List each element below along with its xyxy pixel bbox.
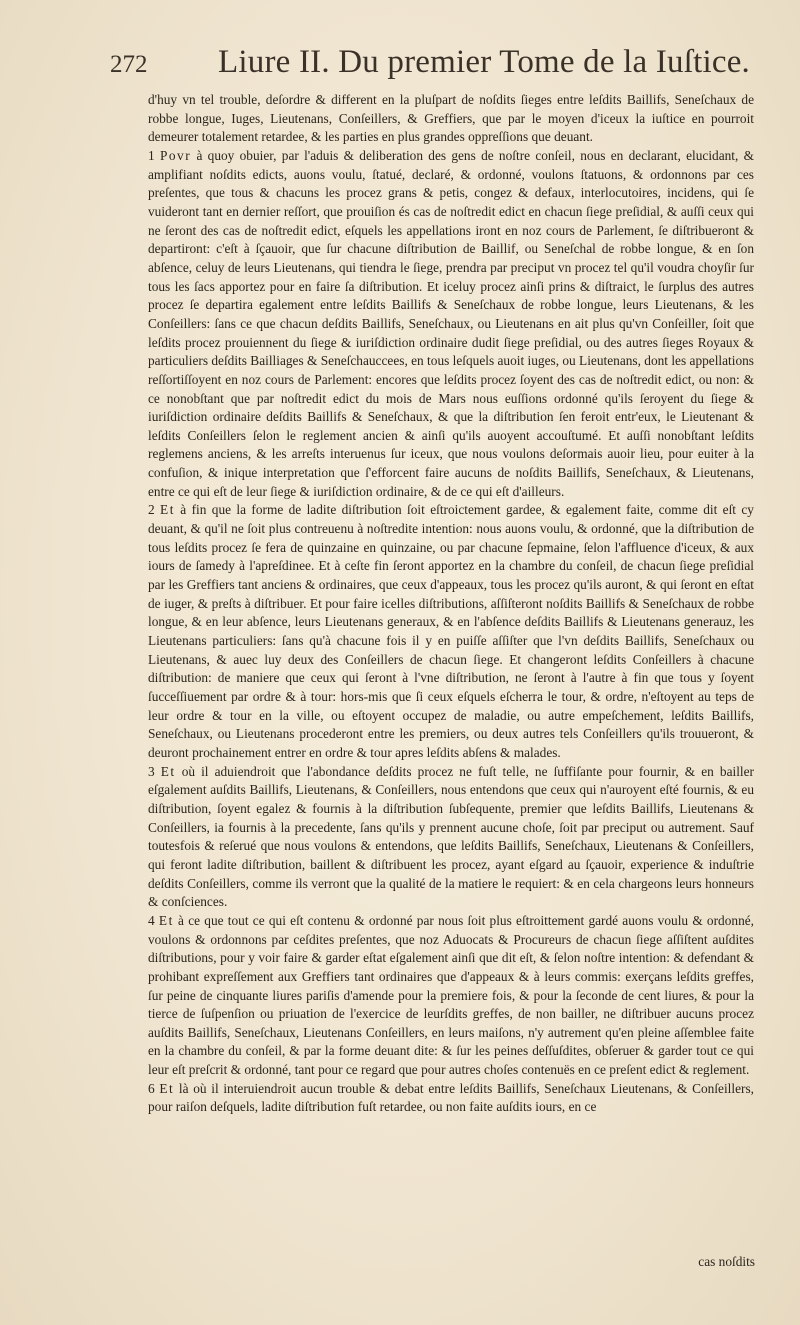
paragraph-text: à ce que tout ce qui eſt contenu & ordonné par nous ſoit plus eſtroittement gardé auons voulu & ordonné, voulons & ordonnons par ceſdites preſentes, que noz Aduocats & Procureurs de chacun ſiege aſſiſtent auſdites diſtributions, pour y voir faire & garder eſtat eſgalement ainſi que dit eſt, & ſelon noſtre intention: & defendant & prohibant expreſſement aux Greffiers tant ordinaires que d'appeaux & à leurs commis: exerçans leſdits greffes, ſur peine de cinquante liures pariſis d'amende pour la premiere fois, & pour la ſeconde de cent liures, & pour la tierce de ſuſpenſion ou priuation de l'exercice de leurſdits greffes, de non bailler, ne diſtribuer aucuns procez auſdits Baillifs, Seneſchaux, Lieutenans Conſeillers, en leurs maiſons, n'y autrement qu'en pleine aſſemblee faite en la chambre du conſeil, & par la forme deuant dite: & ſur les peines deſſuſdites, obſeruer & garder tout ce qui leur eſt preſcrit & ordonné, tant pour ce regard que pour autres choſes contenuës en ce preſent edict & reglement.: [148, 912, 754, 1078]
article-lead-word: Povr: [159, 147, 192, 163]
paragraph-continuation: [148, 91, 754, 147]
article-paragraph: [148, 912, 754, 1080]
article-number: 4: [148, 912, 155, 928]
page-number: 272: [110, 51, 148, 78]
page-header: [110, 44, 750, 88]
article-number: 1: [148, 147, 155, 163]
paragraph-text: où il aduiendroit que l'abondance deſdits procez ne fuſt telle, ne ſuffiſante pour fournir, & en bailler eſgalement auſdits Baillifs, Lieutenans, & Conſeillers, nous entendons que ceux qui n'auroyent eſté fournis, & eu diſtribution, ſoyent egalez & fournis à la diſtribution ſubſequente, premier que leſdits Baillifs, Lieutenans & Conſeillers, ia fournis à la precedente, ſans qu'ils y prennent aucune choſe, ſoit par preciput ou autrement. Sauf toutesfois & reſerué que nous voulons & entendons, que leſdits Baillifs, Seneſchaux, Lieutenans & Conſeillers, qui feront ladite diſtribution, baillent & diſtribuent les procez, ayant eſgard au ſçauoir, experience & induſtrie deſdits Conſeillers, comme ils verront que la qualité de la matiere le requiert: & en cela chargeons leurs honneurs & conſciences.: [148, 763, 754, 910]
article-lead-word: Et: [160, 502, 175, 518]
article-paragraph: [148, 763, 754, 912]
paragraph-text: d'huy vn tel trouble, deſordre & different en la pluſpart de noſdits ſieges entre leſdits Baillifs, Seneſchaux de robbe longue, Iuges, Lieutenans, Conſeillers, & Greffiers, que par le moyen d'iceux la iuſtice en pourroit demeurer totalement retardee, & les parties en plus grandes oppreſſions que deuant.: [148, 92, 754, 145]
paragraph-text: là où il interuiendroit aucun trouble & debat entre leſdits Baillifs, Seneſchaux Lieutenans, & Conſeillers, pour raiſon deſquels, ladite diſtribution fuſt retardee, ou non faite auſdits iours, en ce: [148, 1080, 754, 1115]
article-paragraph: [148, 1080, 754, 1117]
catchword: cas noſdits: [698, 1254, 755, 1269]
article-paragraph: [148, 147, 754, 501]
article-paragraph: [148, 501, 754, 762]
article-lead-word: Et: [160, 763, 176, 779]
running-title: Liure II. Du premier Tome de la Iuſtice.: [218, 44, 750, 80]
article-number: 6: [148, 1080, 155, 1096]
article-lead-word: Et: [159, 1080, 175, 1096]
paragraph-text: à quoy obuier, par l'aduis & deliberation des gens de noſtre conſeil, nous en declarant, elucidant, & amplifiant noſdits edicts, auons voulu, ſtatué, declaré, & ordonné, voulons ſtatuons, & ordonnons par ces preſentes, que tous & chacuns les procez grans & petis, congez & defaux, interlocutoires, incidens, qui ſe vuideront tant en dernier reſſort, que prouiſion és cas de noſtredit edict en chacun ſiege preſidial, & auſſi ceux qui ne ſeront des cas de noſtredit edict, eſquels les appellations iront en noz cours de Parlement, ſe diſtribueront & departiront: c'eſt à ſçauoir, que ſur chacune diſtribution de Baillif, ou Seneſchal de robbe longue, & en ſon abſence, celuy de leurs Lieutenans, qui tiendra le ſiege, prendra par preciput vn procez tel qu'il voudra choyſir ſur tous les ſacs apportez pour en faire ſa diſtribution. Et iceluy procez ainſi prins & diſtraict, le ſurplus des autres procez ſe departira egalement entre leſdits Baillifs & Seneſchaux de robbe longue, leurs Lieutenans, & les Conſeillers: ſans ce que chacun deſdits Baillifs, Seneſchaux, ou Lieutenans en ait plus qu'vn Conſeiller, ſoit que leſdits procez prouiennent du ſiege & iuriſdiction ordinaire dudit ſiege preſidial, ou des autres ſieges Royaux & particuliers deſdits Bailliages & Seneſchauccees, en tous leſquels auoit iuges, ou Lieutenans, dont les appellations reſſortiſſoyent en noz cours de Parlement: encores que leſdits procez ſoyent des cas de noſtredit edict, ou non: & ce nonobſtant que par noſtredit edict du mois de Mars nous euſſions ordonné qu'ils ſeroyent du ſiege & iuriſdiction ordinaire deſdits Baillifs & Seneſchaux, & que la diſtribution ſen feroit entr'eux, le Lieutenant & leſdits Conſeillers ſelon le reglement ancien & ainſi qu'ils auoyent accouſtumé. Et auſſi nonobſtant leſdits reglemens anciens, & les arreſts interuenus ſur iceux, que nous voulons deſormais auoir lieu, pour euiter à la confuſion, & inique interpretation que ſ'efforcent faire aucuns de noſdits Baillifs, Seneſchaux, & Lieutenans, entre ce qui eſt de leur ſiege & iuriſdiction ordinaire, & de ce qui eſt d'ailleurs.: [148, 147, 754, 499]
article-number: 3: [148, 763, 155, 779]
article-lead-word: Et: [158, 912, 174, 928]
paragraph-text: à fin que la forme de ladite diſtribution ſoit eſtroictement gardee, & egalement faite, comme dit eſt cy deuant, & qu'il ne ſoit plus contreuenu à noſtredite intention: nous auons voulu, & ordonné, que la diſtribution de tous leſdits procez ſe fera de quinzaine en quinzaine, ou par chacune ſepmaine, ſelon l'affluence d'iceux, & aux iours de ſamedy à l'apreſdinee. Et à ceſte fin ſeront apportez en la chambre du conſeil, de chacun ſiege preſidial par les Greffiers tant anciens & ordinaires, que ceux d'appeaux, tous les procez qu'ils auront, & qui ſeront en eſtat de iuger, & preſts à diſtribuer. Et pour faire icelles diſtributions, aſſiſteront noſdits Baillifs & Seneſchaux de robbe longue, & en leur abſence, leurs Lieutenans generaux, & en l'abſence deſdits Baillifs & Lieutenans generauz, les Lieutenans particuliers: ſans qu'à chacune fois il y en puiſſe aſſiſter que l'vn deſdits Baillifs, Seneſchaux ou Lieutenans, & auec luy deux des Conſeillers de chacun ſiege. Et changeront leſdits Conſeillers à chacune diſtribution: de maniere que ceux qui ſeront à l'vne diſtribution, ne ſeront à l'autre à fin que tous y ſoyent ſucceſſiuement par ordre & à tour: hors-mis que ſi ceux eſquels eſcherra le tour, & ordre, n'eſtoyent au teps de leur ordre & tour en la ville, ou eſtoyent occupez de maladie, ou autre empeſchement, leſdits Baillifs, Seneſchaux, ou Lieutenans procederont entre les premiers, ou deux autres tels Conſeillers qu'ils trouueront, & deuront prochainement entrer en ordre & tour apres leſdits abſens & malades.: [148, 502, 754, 760]
article-number: 2: [148, 502, 155, 518]
body-text: [148, 91, 754, 1117]
